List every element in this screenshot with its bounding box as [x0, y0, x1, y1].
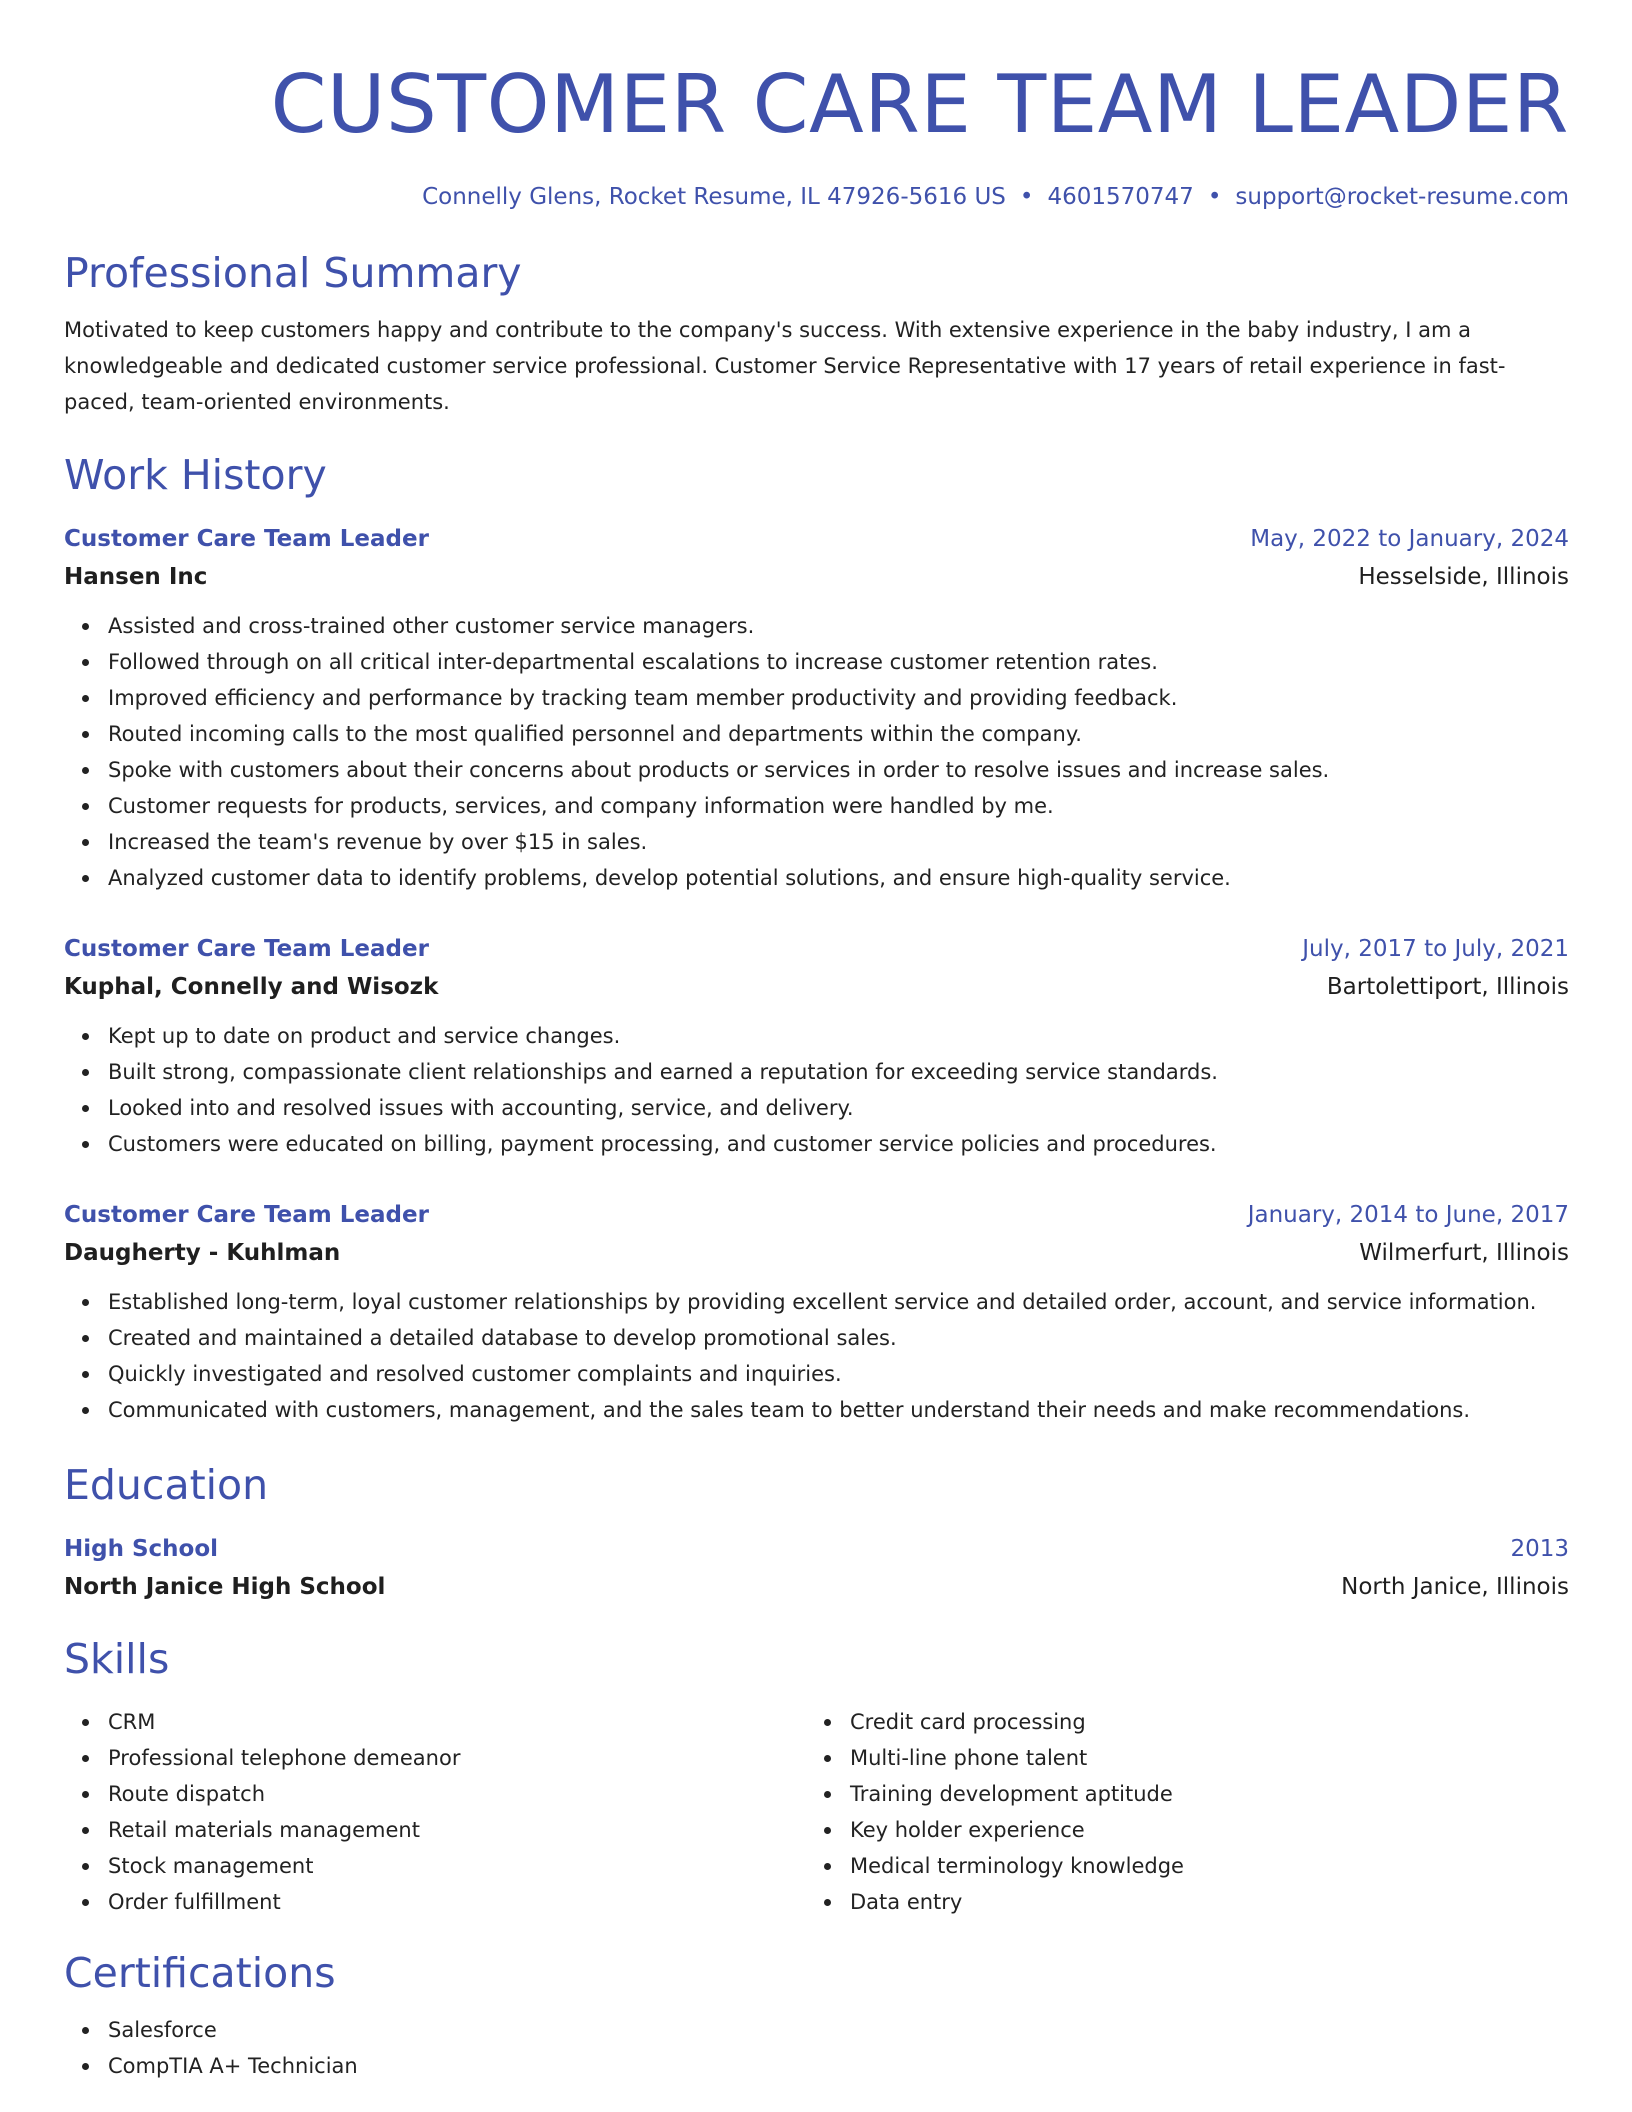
job-header-row [64, 930, 1569, 968]
contact-separator: • [1019, 184, 1034, 210]
list-item: Customers were educated on billing, payment processing, and customer service policies and procedures. [108, 1126, 1569, 1162]
job-company-row [64, 1234, 1569, 1272]
skills-section [64, 1632, 1569, 1920]
skill-item: Order fulfillment [108, 1884, 806, 1920]
job-bullets [64, 1284, 1569, 1428]
job-company: Kuphal, Connelly and Wisozk [64, 974, 439, 1000]
section-title-work: Work History [64, 451, 327, 499]
resume-header [64, 50, 1569, 212]
skills-column-right [806, 1692, 1548, 1920]
certification-item: Salesforce [108, 2012, 1569, 2048]
list-item: Improved efficiency and performance by tracking team member productivity and providing feedback. [108, 680, 1569, 716]
list-item: Assisted and cross-trained other customer service managers. [108, 608, 1569, 644]
section-title-education: Education [64, 1461, 269, 1509]
job-entry [64, 930, 1569, 1162]
job-role: Customer Care Team Leader [64, 1202, 429, 1228]
list-item: Followed through on all critical inter-departmental escalations to increase customer retention rates. [108, 644, 1569, 680]
list-item: Built strong, compassionate client relationships and earned a reputation for exceeding service standards. [108, 1054, 1569, 1090]
job-entry [64, 1196, 1569, 1428]
list-item: Created and maintained a detailed database to develop promotional sales. [108, 1320, 1569, 1356]
job-location: Hesselside, Illinois [1358, 564, 1569, 590]
job-location: Wilmerfurt, Illinois [1359, 1240, 1569, 1266]
job-header-row [64, 520, 1569, 558]
list-item: Analyzed customer data to identify problems, develop potential solutions, and ensure high-quality service. [108, 860, 1569, 896]
contact-address: Connelly Glens, Rocket Resume, IL 47926-5616 US [422, 184, 1006, 210]
skill-item: Route dispatch [108, 1776, 806, 1812]
list-item: Communicated with customers, management, and the sales team to better understand their needs and make recommendations. [108, 1392, 1569, 1428]
summary-text: Motivated to keep customers happy and contribute to the company's success. With extensive experience in the baby industry, I am a knowledgeable and dedicated customer service professional. Customer Service Representative with 17 years of retail experience in fast-paced, team-oriented environments. [64, 318, 1506, 414]
education-degree: High School [64, 1536, 219, 1562]
job-role: Customer Care Team Leader [64, 526, 429, 552]
skill-item: CRM [108, 1704, 806, 1740]
job-company-row [64, 968, 1569, 1006]
skill-item: Data entry [850, 1884, 1548, 1920]
skill-item: Retail materials management [108, 1812, 806, 1848]
section-title-summary: Professional Summary [64, 249, 522, 297]
job-bullets [64, 608, 1569, 896]
job-list [64, 520, 1569, 1428]
list-item: Spoke with customers about their concerns about products or services in order to resolve issues and increase sales. [108, 752, 1569, 788]
skill-item: Professional telephone demeanor [108, 1740, 806, 1776]
job-dates: January, 2014 to June, 2017 [1247, 1202, 1569, 1228]
job-dates: May, 2022 to January, 2024 [1250, 526, 1569, 552]
skill-item: Credit card processing [850, 1704, 1548, 1740]
certifications-list [64, 2012, 1569, 2084]
skill-item: Multi-line phone talent [850, 1740, 1548, 1776]
list-item: Quickly investigated and resolved customer complaints and inquiries. [108, 1356, 1569, 1392]
job-company: Hansen Inc [64, 564, 208, 590]
education-entry [64, 1530, 1569, 1606]
job-location: Bartolettiport, Illinois [1326, 974, 1569, 1000]
work-history-section [64, 448, 1569, 1428]
section-title-certifications: Certifications [64, 1949, 336, 1997]
job-dates: July, 2017 to July, 2021 [1302, 936, 1569, 962]
list-item: Kept up to date on product and service changes. [108, 1018, 1569, 1054]
skills-column-left [64, 1692, 806, 1920]
skills-list-right [806, 1704, 1548, 1920]
education-year: 2013 [1510, 1536, 1569, 1562]
education-location: North Janice, Illinois [1341, 1574, 1569, 1600]
skill-item: Key holder experience [850, 1812, 1548, 1848]
contact-line [64, 182, 1569, 212]
job-entry [64, 520, 1569, 896]
education-section [64, 1458, 1569, 1606]
certification-item: CompTIA A+ Technician [108, 2048, 1569, 2084]
job-company-row [64, 558, 1569, 596]
education-school: North Janice High School [64, 1574, 386, 1600]
certifications-section [64, 1946, 1569, 2084]
skill-item: Medical terminology knowledge [850, 1848, 1548, 1884]
list-item: Established long-term, loyal customer relationships by providing excellent service and detailed order, account, and service information. [108, 1284, 1569, 1320]
job-bullets [64, 1018, 1569, 1162]
list-item: Increased the team's revenue by over $15 in sales. [108, 824, 1569, 860]
list-item: Looked into and resolved issues with accounting, service, and delivery. [108, 1090, 1569, 1126]
skill-item: Stock management [108, 1848, 806, 1884]
list-item: Customer requests for products, services, and company information were handled by me. [108, 788, 1569, 824]
contact-email: support@rocket-resume.com [1235, 184, 1569, 210]
skills-list-left [64, 1704, 806, 1920]
candidate-title: CUSTOMER CARE TEAM LEADER [270, 58, 1569, 151]
job-header-row [64, 1196, 1569, 1234]
professional-summary-section [64, 246, 1569, 420]
job-role: Customer Care Team Leader [64, 936, 429, 962]
section-title-skills: Skills [64, 1635, 170, 1683]
skill-item: Training development aptitude [850, 1776, 1548, 1812]
contact-separator: • [1207, 184, 1222, 210]
list-item: Routed incoming calls to the most qualified personnel and departments within the company. [108, 716, 1569, 752]
job-company: Daugherty - Kuhlman [64, 1240, 341, 1266]
skills-grid [64, 1692, 1569, 1920]
contact-phone: 4601570747 [1047, 184, 1194, 210]
